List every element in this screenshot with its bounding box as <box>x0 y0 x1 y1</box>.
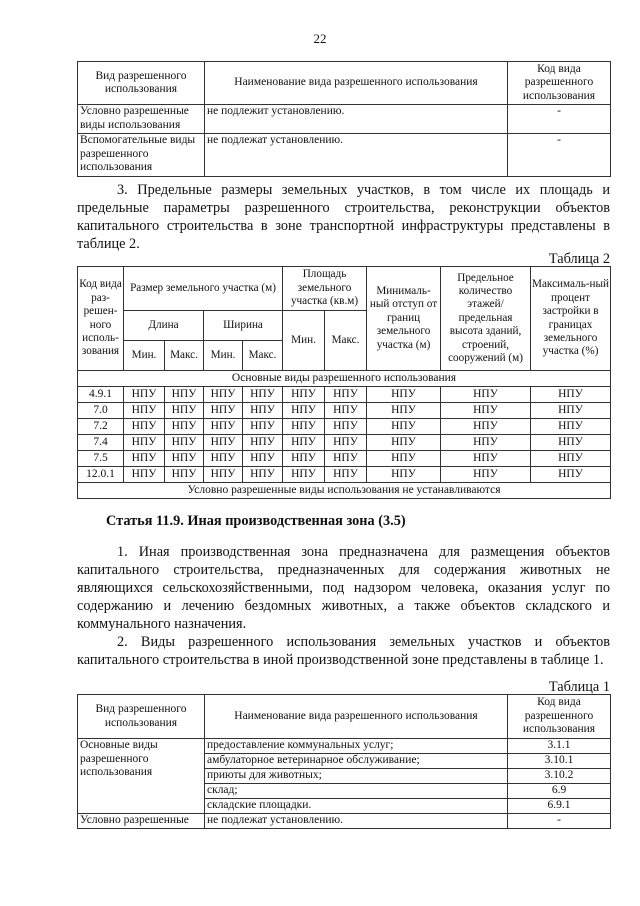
cell-value: НПУ <box>124 467 165 483</box>
header-use-code: Код вида разрешенного использования <box>508 695 611 739</box>
cell-value: НПУ <box>367 451 441 467</box>
cell-value: НПУ <box>165 467 204 483</box>
header-floors: Предельное количество этажей/ предельная высота зданий, строений, сооружений (м) <box>441 267 531 371</box>
cell-value: НПУ <box>441 435 531 451</box>
cell-value: НПУ <box>165 435 204 451</box>
cell-value: НПУ <box>165 451 204 467</box>
cell-value: НПУ <box>165 403 204 419</box>
cell-kind: Условно разрешенные виды использования <box>78 105 205 134</box>
header-width-max: Макс. <box>243 341 283 371</box>
table-row <box>78 451 611 467</box>
table-row <box>78 435 611 451</box>
cell-value: НПУ <box>243 387 283 403</box>
cell-name: амбулаторное ветеринарное обслуживание; <box>205 754 508 769</box>
cell-value: НПУ <box>531 467 611 483</box>
cell-value: НПУ <box>204 451 243 467</box>
cell-value: НПУ <box>367 419 441 435</box>
article-paragraph-2: 2. Виды разрешенного использования земельных участков и объектов капитального строительства в иной производственной зоне представлены в таблице 1. <box>77 634 610 668</box>
cell-value: НПУ <box>243 467 283 483</box>
cell-value: НПУ <box>124 419 165 435</box>
plot-parameters-table <box>77 266 611 499</box>
cell-value: НПУ <box>325 387 367 403</box>
table-row <box>78 467 611 483</box>
article-body <box>77 543 610 669</box>
cell-value: НПУ <box>283 467 325 483</box>
header-plot-size: Размер земельного участка (м) <box>124 267 283 311</box>
header-length: Длина <box>124 311 204 341</box>
header-setback: Минималь-ный отступ от границ земельного участка (м) <box>367 267 441 371</box>
cell-code: 6.9.1 <box>508 799 611 814</box>
cell-name: не подлежат установлению. <box>205 134 508 177</box>
cell-value: НПУ <box>165 419 204 435</box>
article-heading: Статья 11.9. Иная производственная зона (3.5) <box>106 513 406 529</box>
table-row <box>78 134 611 177</box>
header-length-min: Мин. <box>124 341 165 371</box>
header-width: Ширина <box>204 311 283 341</box>
cell-value: НПУ <box>204 435 243 451</box>
header-use-kind: Вид разрешенного использования <box>78 62 205 105</box>
cell-value: НПУ <box>283 451 325 467</box>
table-row <box>78 419 611 435</box>
header-coverage: Максималь-ный процент застройки в границах земельного участка (%) <box>531 267 611 371</box>
cell-value: НПУ <box>367 387 441 403</box>
cell-value: НПУ <box>165 387 204 403</box>
cell-code: 3.10.2 <box>508 769 611 784</box>
cell-code: 3.10.1 <box>508 754 611 769</box>
cell-value: НПУ <box>204 419 243 435</box>
cell-code: 7.4 <box>78 435 124 451</box>
cell-value: НПУ <box>243 403 283 419</box>
cell-code: - <box>508 814 611 829</box>
cell-kind: Условно разрешенные <box>78 814 205 829</box>
cell-code: 3.1.1 <box>508 739 611 754</box>
cell-value: НПУ <box>441 419 531 435</box>
cell-value: НПУ <box>283 387 325 403</box>
cell-value: НПУ <box>531 403 611 419</box>
cell-value: НПУ <box>325 435 367 451</box>
cell-value: НПУ <box>367 435 441 451</box>
cell-value: НПУ <box>243 435 283 451</box>
table-row <box>78 387 611 403</box>
cell-value: НПУ <box>204 403 243 419</box>
article-paragraph-1: 1. Иная производственная зона предназначена для размещения объектов капитального строительства, предназначенных для содержания животных не являющихся сельскохозяйственными, под надзором человека, оказания услуг по содержанию и лечению бездомных животных, а также объектов складского и коммунального назначения. <box>77 544 610 632</box>
permitted-use-table-continued <box>77 61 611 177</box>
cell-value: НПУ <box>243 419 283 435</box>
cell-value: НПУ <box>124 387 165 403</box>
cell-value: НПУ <box>283 403 325 419</box>
page-number: 22 <box>313 31 327 46</box>
header-use-name: Наименование вида разрешенного использования <box>205 695 508 739</box>
cell-value: НПУ <box>283 419 325 435</box>
header-use-code: Код вида разрешенного использования <box>508 62 611 105</box>
cell-value: НПУ <box>441 403 531 419</box>
cell-code: - <box>508 134 611 177</box>
cell-value: НПУ <box>204 387 243 403</box>
section-main-uses: Основные виды разрешенного использования <box>78 371 611 387</box>
cell-value: НПУ <box>243 451 283 467</box>
cell-value: НПУ <box>441 467 531 483</box>
section-conditional-uses: Условно разрешенные виды использования не устанавливаются <box>78 483 611 499</box>
cell-name: склад; <box>205 784 508 799</box>
table-row <box>78 105 611 134</box>
header-area-max: Макс. <box>325 311 367 371</box>
cell-name: не подлежит установлению. <box>205 105 508 134</box>
cell-code: - <box>508 105 611 134</box>
cell-value: НПУ <box>531 451 611 467</box>
cell-kind: Вспомогательные виды разрешенного использования <box>78 134 205 177</box>
cell-code: 7.5 <box>78 451 124 467</box>
cell-value: НПУ <box>367 467 441 483</box>
table-row <box>78 403 611 419</box>
cell-name: приюты для животных; <box>205 769 508 784</box>
header-width-min: Мин. <box>204 341 243 371</box>
cell-value: НПУ <box>325 467 367 483</box>
cell-value: НПУ <box>325 403 367 419</box>
cell-value: НПУ <box>531 387 611 403</box>
cell-code: 12.0.1 <box>78 467 124 483</box>
cell-code: 7.2 <box>78 419 124 435</box>
cell-value: НПУ <box>204 467 243 483</box>
cell-value: НПУ <box>325 451 367 467</box>
cell-name: предоставление коммунальных услуг; <box>205 739 508 754</box>
table-row <box>78 814 611 829</box>
cell-name: не подлежат установлению. <box>205 814 508 829</box>
table-2-caption: Таблица 2 <box>548 251 610 267</box>
cell-value: НПУ <box>531 435 611 451</box>
table-row <box>78 739 611 754</box>
header-length-max: Макс. <box>165 341 204 371</box>
header-area-min: Мин. <box>283 311 325 371</box>
industrial-zone-uses-table <box>77 694 611 829</box>
header-code: Код вида раз-решен-ного исполь-зования <box>78 267 124 371</box>
cell-value: НПУ <box>124 403 165 419</box>
cell-value: НПУ <box>441 387 531 403</box>
cell-value: НПУ <box>325 419 367 435</box>
cell-code: 6.9 <box>508 784 611 799</box>
cell-value: НПУ <box>124 435 165 451</box>
cell-code: 4.9.1 <box>78 387 124 403</box>
cell-value: НПУ <box>367 403 441 419</box>
header-area: Площадь земельного участка (кв.м) <box>283 267 367 311</box>
cell-value: НПУ <box>283 435 325 451</box>
cell-name: складские площадки. <box>205 799 508 814</box>
cell-value: НПУ <box>531 419 611 435</box>
table-1-caption: Таблица 1 <box>548 679 610 695</box>
cell-kind-main: Основные виды разрешенного использования <box>78 739 205 814</box>
paragraph-3: 3. Предельные размеры земельных участков, в том числе их площадь и предельные параметры разрешенного строительства, реконструкции объектов капитального строительства в зоне транспортной инфраструктуры представлены в таблице 2. <box>77 182 610 252</box>
cell-code: 7.0 <box>78 403 124 419</box>
cell-value: НПУ <box>441 451 531 467</box>
header-use-kind: Вид разрешенного использования <box>78 695 205 739</box>
header-use-name: Наименование вида разрешенного использования <box>205 62 508 105</box>
cell-value: НПУ <box>124 451 165 467</box>
